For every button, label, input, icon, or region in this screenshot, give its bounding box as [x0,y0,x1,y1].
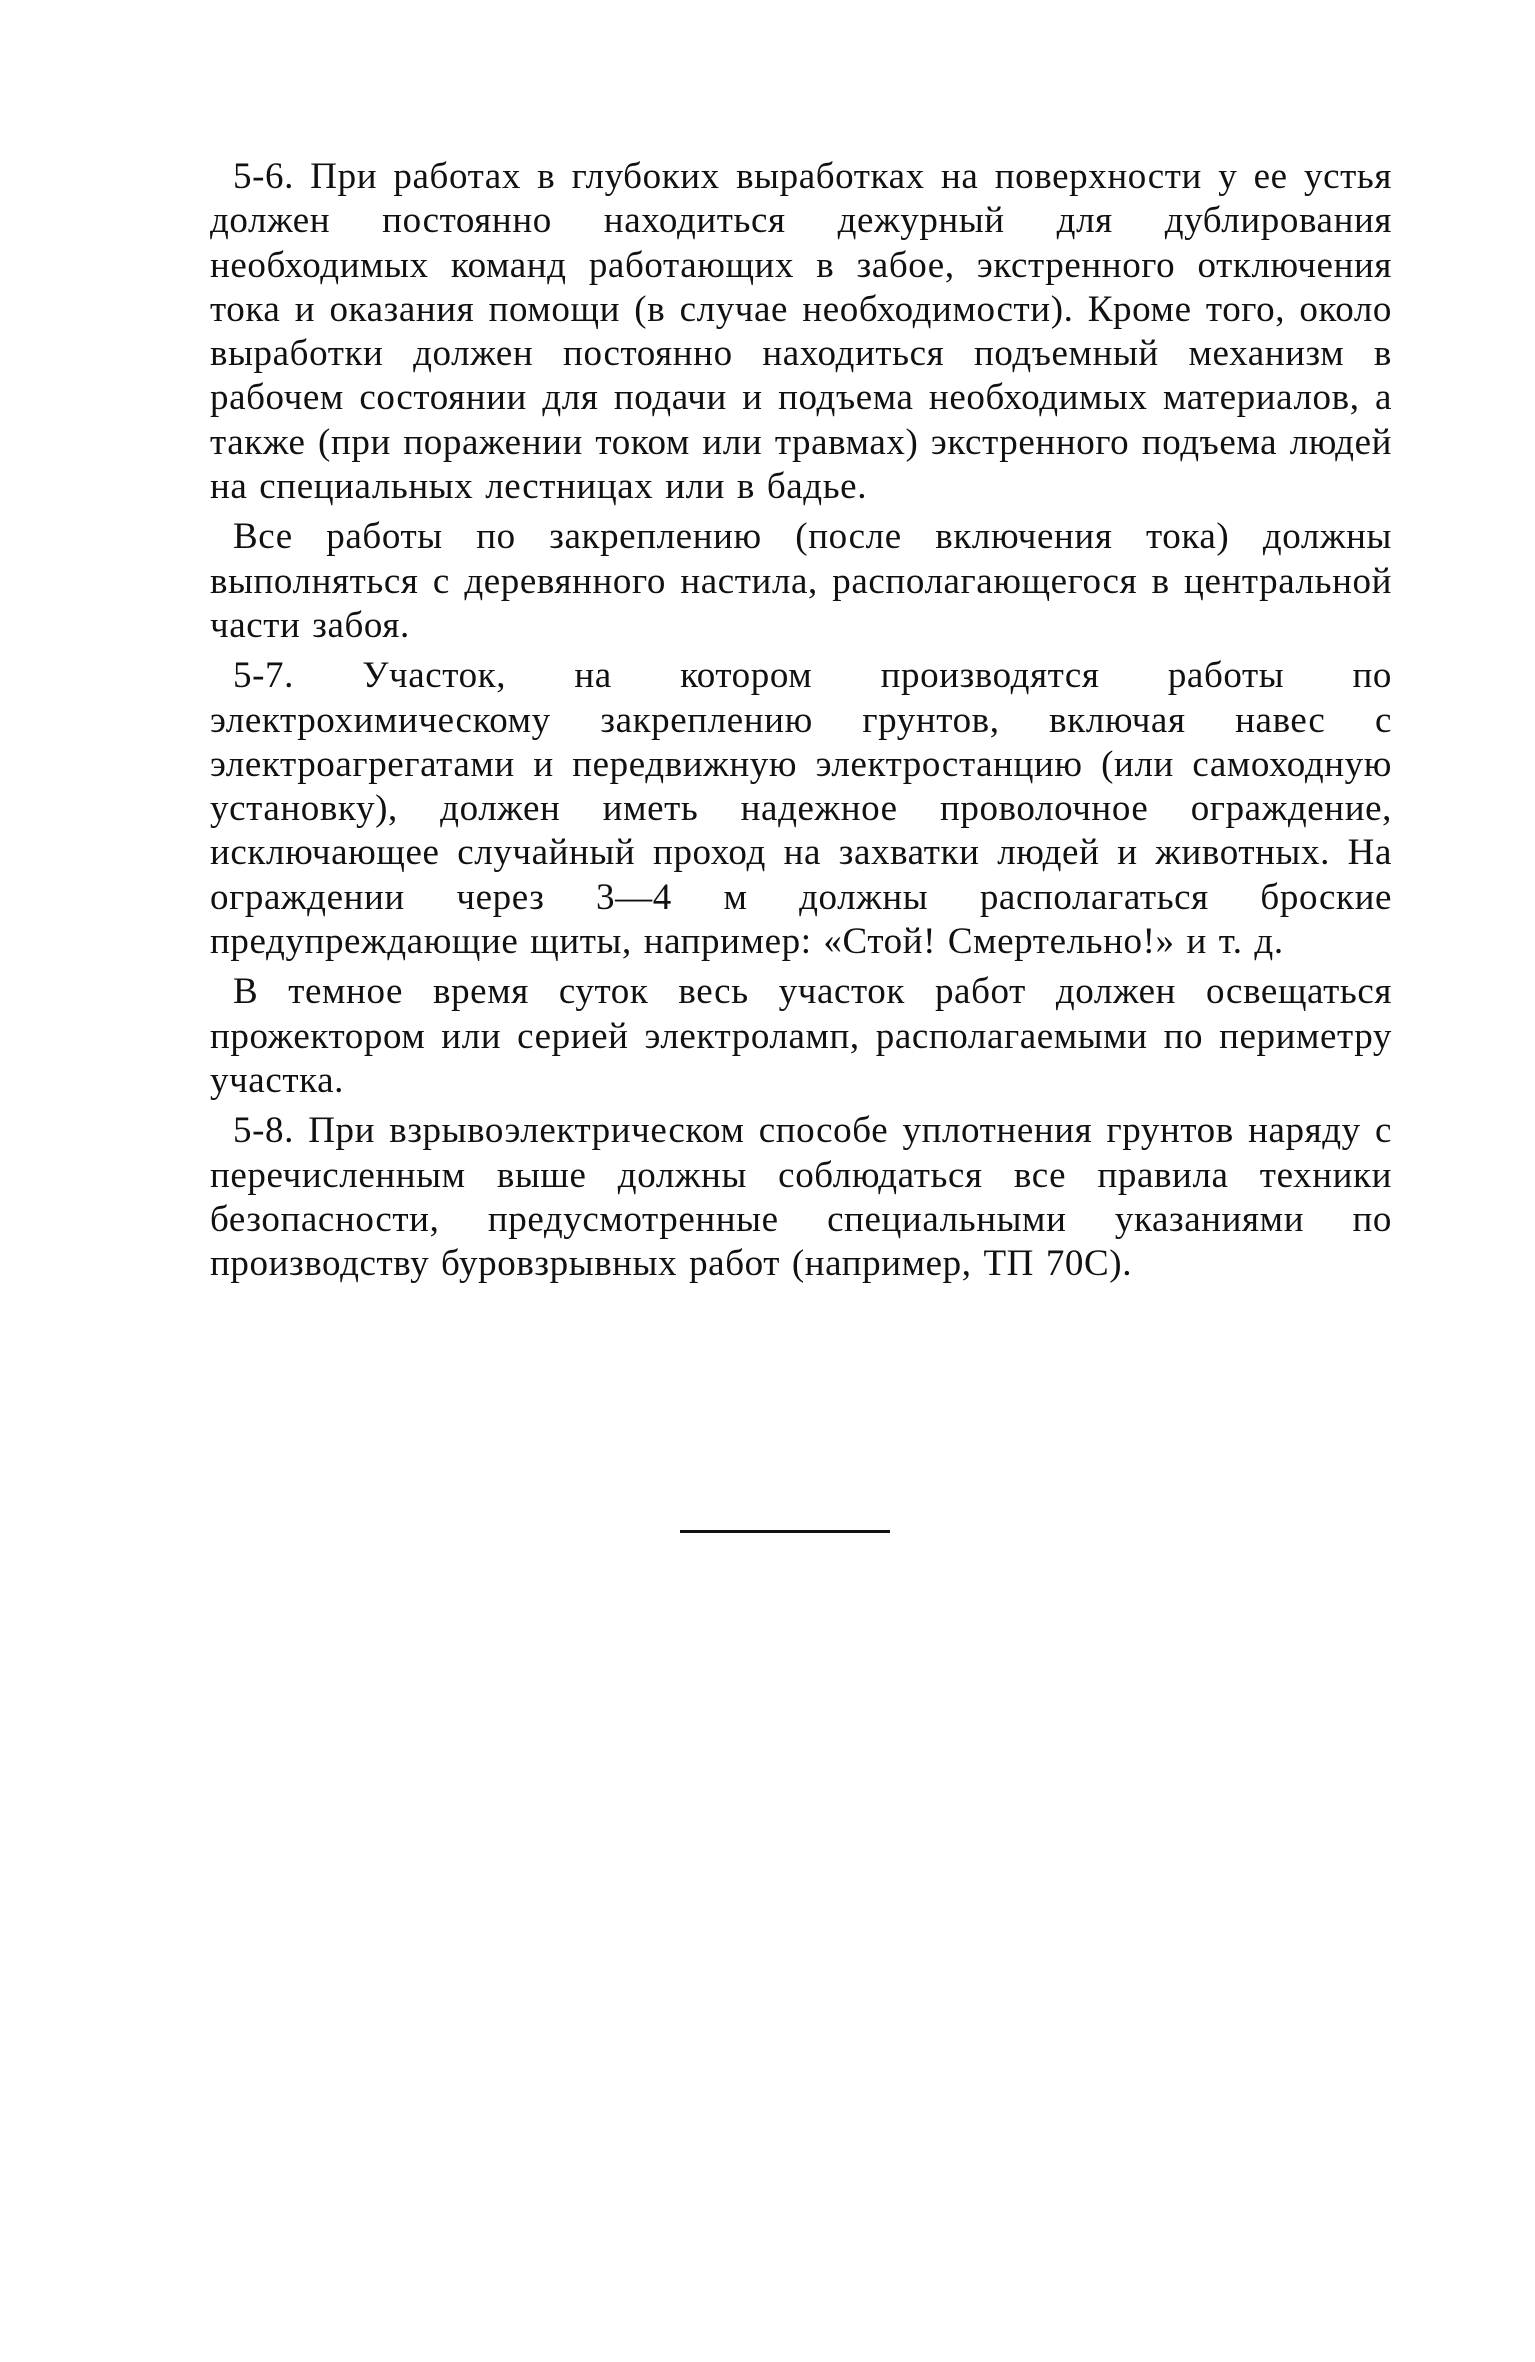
paragraph-5-7: 5-7. Участок, на котором производятся работы по электрохимическому закреплению грунтов, включая навес с электроагрегатами и передвижную электростанцию (или самоходную установку), должен иметь надежное проволочное ограждение, исключающее случайный проход на захватки людей и животных. На ограждении через 3—4 м должны располагаться броские предупреждающие щиты, например: «Стой! Смертельно!» и т. д. [210,655,1392,963]
paragraph-5-6: 5-6. При работах в глубоких выработках на поверхности у ее устья должен постоянно находиться дежурный для дублирования необходимых команд работающих в забое, экстренного отключения тока и оказания помощи (в случае необходимости). Кроме того, около выработки должен постоянно находиться подъемный механизм в рабочем состоянии для подачи и подъема необходимых материалов, а также (при поражении током или травмах) экстренного подъема людей на специальных лестницах или в бадье. [210,156,1392,508]
paragraph-5-7-continuation: В темное время суток весь участок работ должен освещаться прожектором или серией электроламп, располагаемыми по периметру участка. [210,971,1392,1101]
paragraph-5-6-continuation: Все работы по закреплению (после включения тока) должны выполняться с деревянного настила, располагающегося в центральной части забоя. [210,516,1392,646]
paragraph-5-8: 5-8. При взрывоэлектрическом способе уплотнения грунтов наряду с перечисленным выше должны соблюдаться все правила техники безопасности, предусмотренные специальными указаниями по производству буровзрывных работ (например, ТП 70С). [210,1110,1392,1285]
document-body [210,155,1392,1286]
section-end-separator [680,1530,890,1533]
